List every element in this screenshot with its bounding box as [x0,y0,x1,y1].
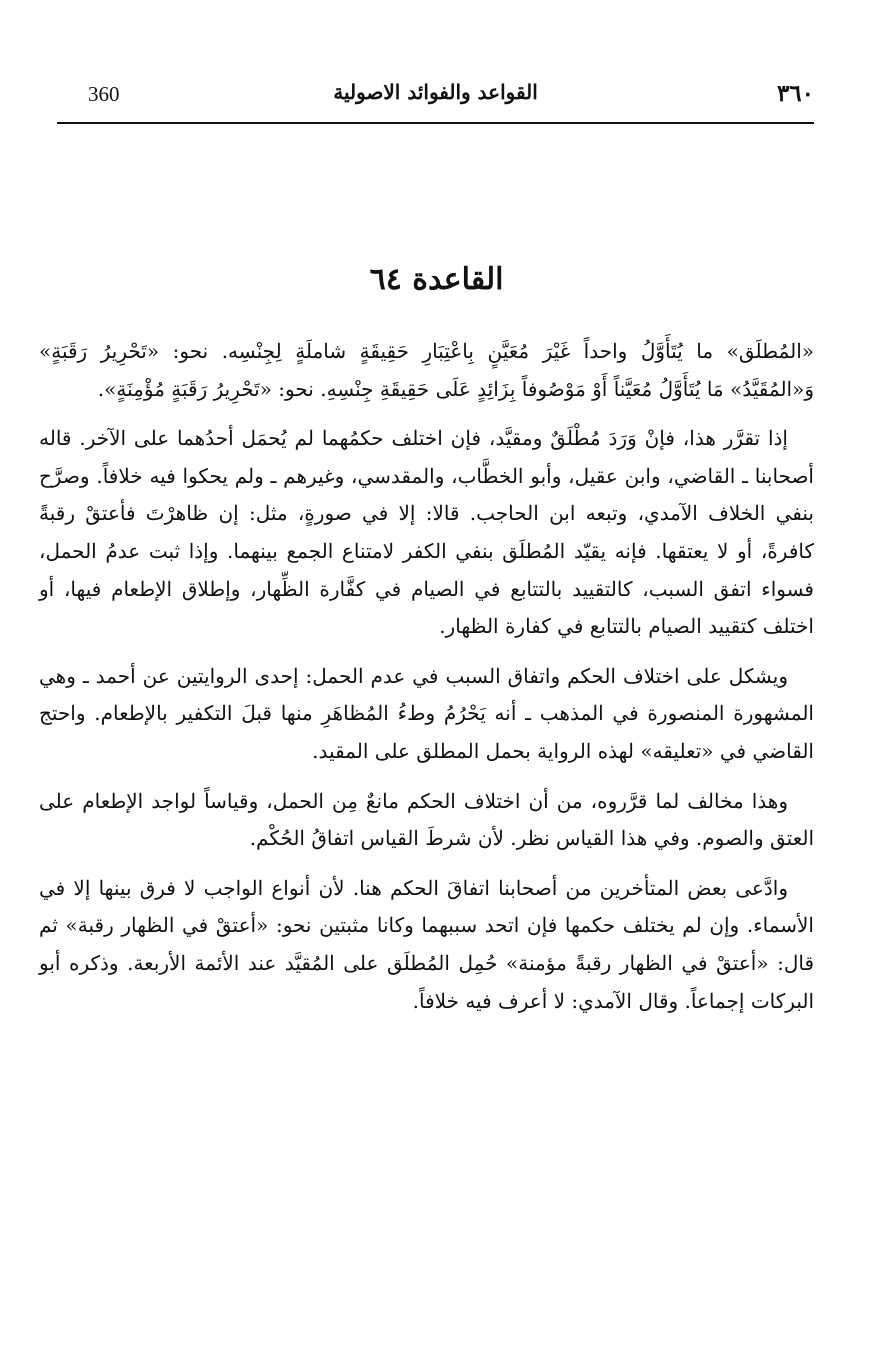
paragraph-consensus: وادَّعى بعض المتأخرين من أصحابنا اتفاقَ الحكم هنا. لأن أنواع الواجب لا فرق بينها إلا في الأسماء. وإن لم يختلف حكمها فإن اتحد سببهما وكانا مثبتين نحو: «أعتقْ في الظهار رقبة» ثم قال: «أعتقْ في الظهار رقبةً مؤمنة» حُمِل المُطلَق على المُقيَّد عند الأئمة الأربعة. وذكره أبو البركات إجماعاً. وقال الآمدي: لا أعرف فيه خلافاً. [39,875,814,1013]
page-number-arabic: ٣٦٠ [776,80,814,107]
paragraph-critique: وهذا مخالف لما قرَّروه، من أن اختلاف الحكم مانعٌ مِن الحمل، وقياساً لواجد الإطعام على العتق والصوم. وفي هذا القياس نظر. لأن شرطَ القياس اتفاقُ الحُكْم. [39,788,814,851]
header-divider [57,122,814,124]
paragraph-ruling: إذا تقرَّر هذا، فإنْ وَرَدَ مُطْلَقٌ ومقيَّد، فإن اختلف حكمُهما لم يُحمَل أحدُهما على الآخر. قاله أصحابنا ـ القاضي، وابن عقيل، وأبو الخطَّاب، والمقدسي، وغيرهم ـ ولم يحكوا فيه خلافاً. وصرَّح بنفي الخلاف الآمدي، وتبعه ابن الحاجب. قالا: إلا في صورةٍ، مثل: إن ظاهرْتَ فأعتقْ رقبةً كافرةً، أو لا يعتقها. فإنه يقيّد المُطلَق بنفي الكفر لامتناع الجمع بينهما. وإذا ثبت عدمُ الحمل، فسواء اتفق السبب، كالتقييد بالتتابع في الصيام في كفَّارة الظِّهار، وإطلاق الإطعام فيها، أو اختلف كتقييد الصيام بالتتابع في كفارة الظهار. [39,426,814,639]
paragraph-definition: «المُطلَق» ما يُتَأَوَّلُ واحداً غَيْرَ مُعَيَّنٍ بِاعْتِبَارِ حَقِيقَةٍ شاملَةٍ لِجِنْسِه. نحو: «تَحْرِيرُ رَقَبَةٍ» وَ«المُقَيَّدُ» مَا يُتَأَوَّلُ مُعَيَّناً أَوْ مَوْصُوفاً بِزَائِدٍ عَلَى حَقِيقَةِ جِنْسِهِ. نحو: «تَحْرِيرُ رَقَبَةٍ مُؤْمِنَةٍ». [39,339,814,401]
paragraph-objection: ويشكل على اختلاف الحكم واتفاق السبب في عدم الحمل: إحدى الروايتين عن أحمد ـ وهي المشهورة المنصورة في المذهب ـ أنه يَحْرُمُ وطءُ المُظاهَرِ منها قبلَ التكفير بالإطعام. واحتج القاضي في «تعليقه» لهذه الرواية بحمل المطلق على المقيد. [39,663,814,763]
book-title: القواعد والفوائد الاصولية [333,80,538,104]
running-header [57,78,814,118]
body-text [39,333,814,1032]
rule-heading: القاعدة ٦٤ [369,262,504,297]
page-number-latin: 360 [88,82,120,106]
